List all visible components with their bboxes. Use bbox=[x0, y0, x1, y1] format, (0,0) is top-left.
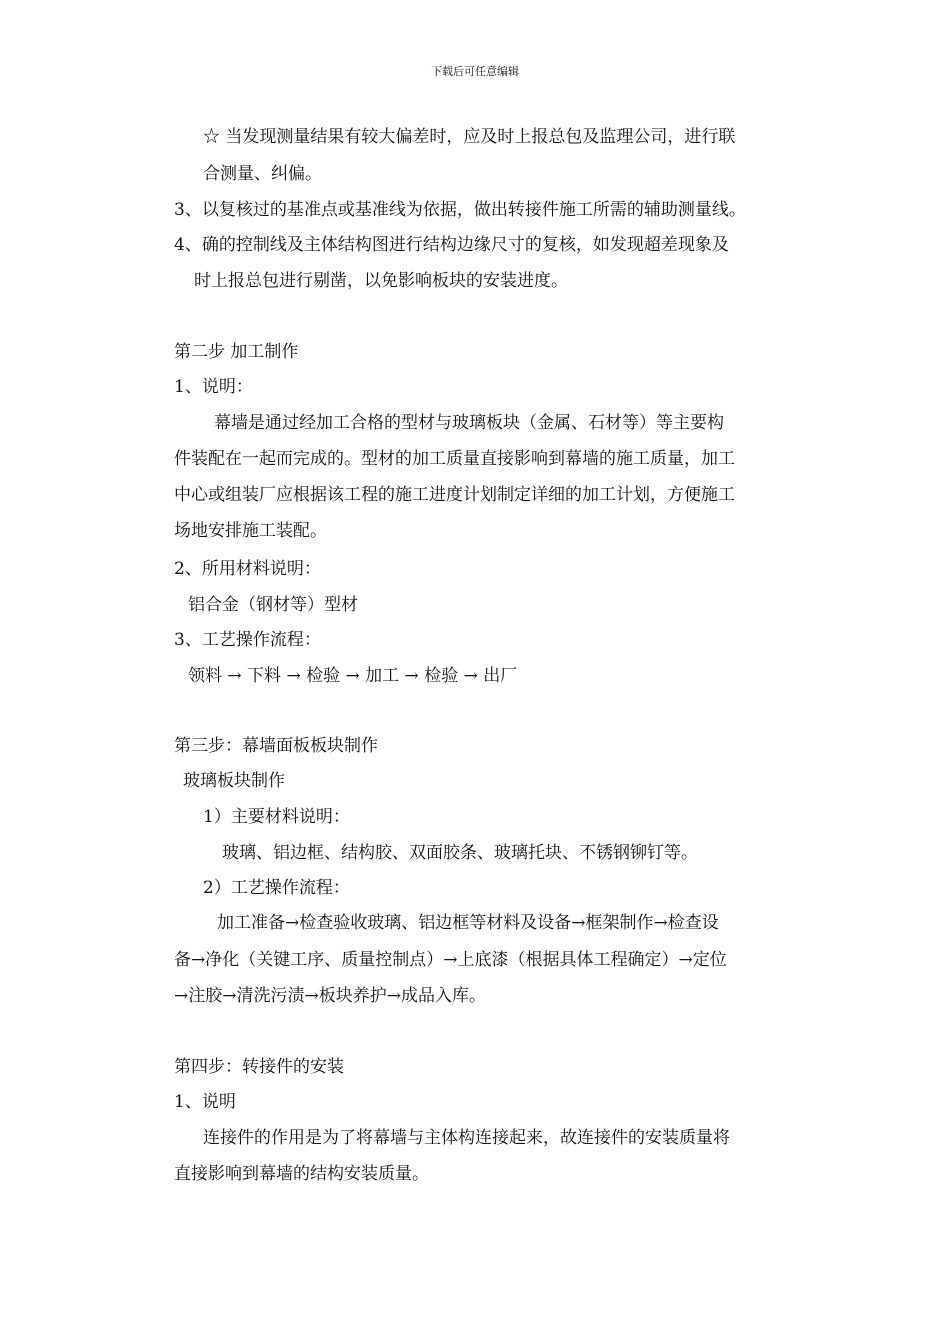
subheading: 1、说明： bbox=[174, 377, 253, 397]
subheading: 2、所用材料说明： bbox=[174, 559, 321, 579]
subheading: 1、说明 bbox=[174, 1092, 236, 1112]
process-flow: 备→净化（关键工序、质量控制点）→上底漆（根据具体工程确定）→定位 bbox=[174, 950, 727, 970]
paragraph-line: 场地安排施工装配。 bbox=[174, 521, 327, 541]
process-flow: 加工准备→检查验收玻璃、铝边框等材料及设备→框架制作→检查设 bbox=[217, 913, 719, 933]
subheading: 玻璃板块制作 bbox=[183, 771, 285, 791]
paragraph-line: ☆ 当发现测量结果有较大偏差时，应及时上报总包及监理公司，进行联 bbox=[203, 127, 736, 147]
subheading: 1）主要材料说明： bbox=[203, 807, 350, 827]
list-item: 4、确的控制线及主体结构图进行结构边缘尺寸的复核，如发现超差现象及 bbox=[174, 235, 729, 255]
section-heading: 第二步 加工制作 bbox=[174, 342, 299, 362]
subheading: 2）工艺操作流程： bbox=[203, 878, 350, 898]
subheading: 3、工艺操作流程： bbox=[174, 630, 321, 650]
paragraph-line: 时上报总包进行剔凿，以免影响板块的安装进度。 bbox=[194, 271, 568, 291]
paragraph-line: 铝合金（钢材等）型材 bbox=[188, 595, 358, 615]
paragraph-line: 连接件的作用是为了将幕墙与主体构连接起来，故连接件的安装质量将 bbox=[203, 1128, 730, 1148]
paragraph-line: 直接影响到幕墙的结构安装质量。 bbox=[174, 1164, 429, 1184]
process-flow: 领料 → 下料 → 检验 → 加工 → 检验 → 出厂 bbox=[188, 666, 518, 686]
page-header: 下载后可任意编辑 bbox=[431, 65, 519, 78]
list-item: 3、以复核过的基准点或基准线为依据，做出转接件施工所需的辅助测量线。 bbox=[174, 200, 746, 220]
paragraph-line: 合测量、纠偏。 bbox=[203, 164, 322, 184]
process-flow: →注胶→清洗污渍→板块养护→成品入库。 bbox=[174, 986, 486, 1006]
paragraph-line: 件装配在一起而完成的。型材的加工质量直接影响到幕墙的施工质量，加工 bbox=[174, 449, 735, 469]
paragraph-line: 中心或组装厂应根据该工程的施工进度计划制定详细的加工计划，方便施工 bbox=[174, 485, 735, 505]
paragraph-line: 幕墙是通过经加工合格的型材与玻璃板块（金属、石材等）等主要构 bbox=[214, 413, 724, 433]
paragraph-line: 玻璃、铝边框、结构胶、双面胶条、玻璃托块、不锈钢铆钉等。 bbox=[222, 843, 698, 863]
section-heading: 第四步：转接件的安装 bbox=[174, 1057, 344, 1077]
section-heading: 第三步：幕墙面板板块制作 bbox=[174, 736, 378, 756]
